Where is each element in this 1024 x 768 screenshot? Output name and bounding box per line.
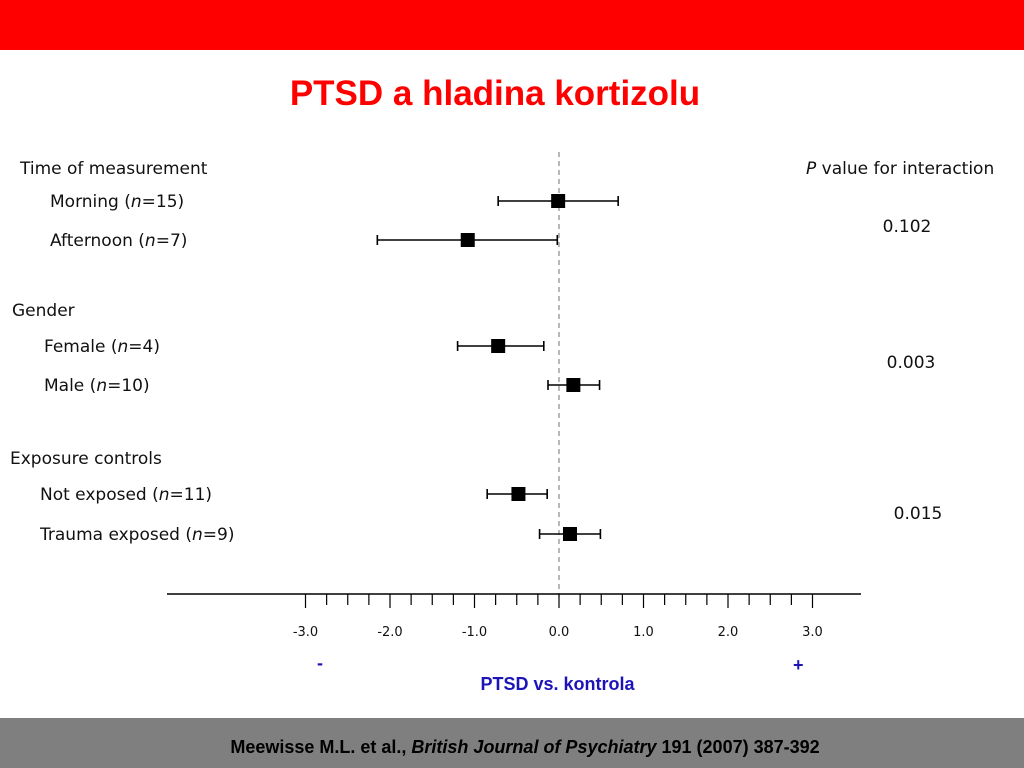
- group-label: Gender: [12, 301, 75, 321]
- x-tick-label: 0.0: [548, 625, 570, 640]
- row-label: Trauma exposed (n=9): [40, 525, 235, 545]
- minus-sign: -: [317, 653, 323, 673]
- group-label: Exposure controls: [10, 449, 162, 469]
- p-value: 0.102: [882, 217, 932, 237]
- point-estimate: [566, 378, 580, 392]
- p-value: 0.015: [893, 504, 943, 524]
- citation-details: 191 (2007) 387-392: [661, 737, 820, 757]
- x-tick-label: -3.0: [292, 625, 319, 640]
- point-estimate: [461, 233, 475, 247]
- point-estimate: [563, 527, 577, 541]
- citation-authors: Meewisse M.L. et al.,: [230, 737, 407, 757]
- p-value: 0.003: [886, 353, 936, 373]
- row-label: Not exposed (n=11): [40, 485, 213, 505]
- x-tick-label: 1.0: [633, 625, 654, 640]
- citation-journal: British Journal of Psychiatry: [411, 737, 657, 757]
- slide-title: PTSD a hladina kortizolu: [289, 74, 701, 113]
- forest-plot: [0, 140, 1024, 640]
- p-value-header: P value for interaction: [806, 159, 995, 179]
- row-label: Female (n=4): [44, 337, 160, 357]
- x-tick-label: -1.0: [461, 625, 488, 640]
- row-label: Male (n=10): [44, 376, 150, 396]
- x-axis-title: PTSD vs. kontrola: [480, 674, 635, 694]
- citation: [0, 737, 1024, 758]
- row-label: Afternoon (n=7): [50, 231, 188, 251]
- point-estimate: [491, 339, 505, 353]
- point-estimate: [511, 487, 525, 501]
- group-label: Time of measurement: [20, 159, 208, 179]
- point-estimate: [551, 194, 565, 208]
- x-tick-label: 3.0: [802, 625, 823, 640]
- row-label: Morning (n=15): [50, 192, 185, 212]
- x-tick-label: -2.0: [377, 625, 403, 640]
- top-red-bar: [0, 0, 1024, 50]
- x-tick-label: 2.0: [717, 625, 739, 640]
- plus-sign: +: [793, 655, 804, 675]
